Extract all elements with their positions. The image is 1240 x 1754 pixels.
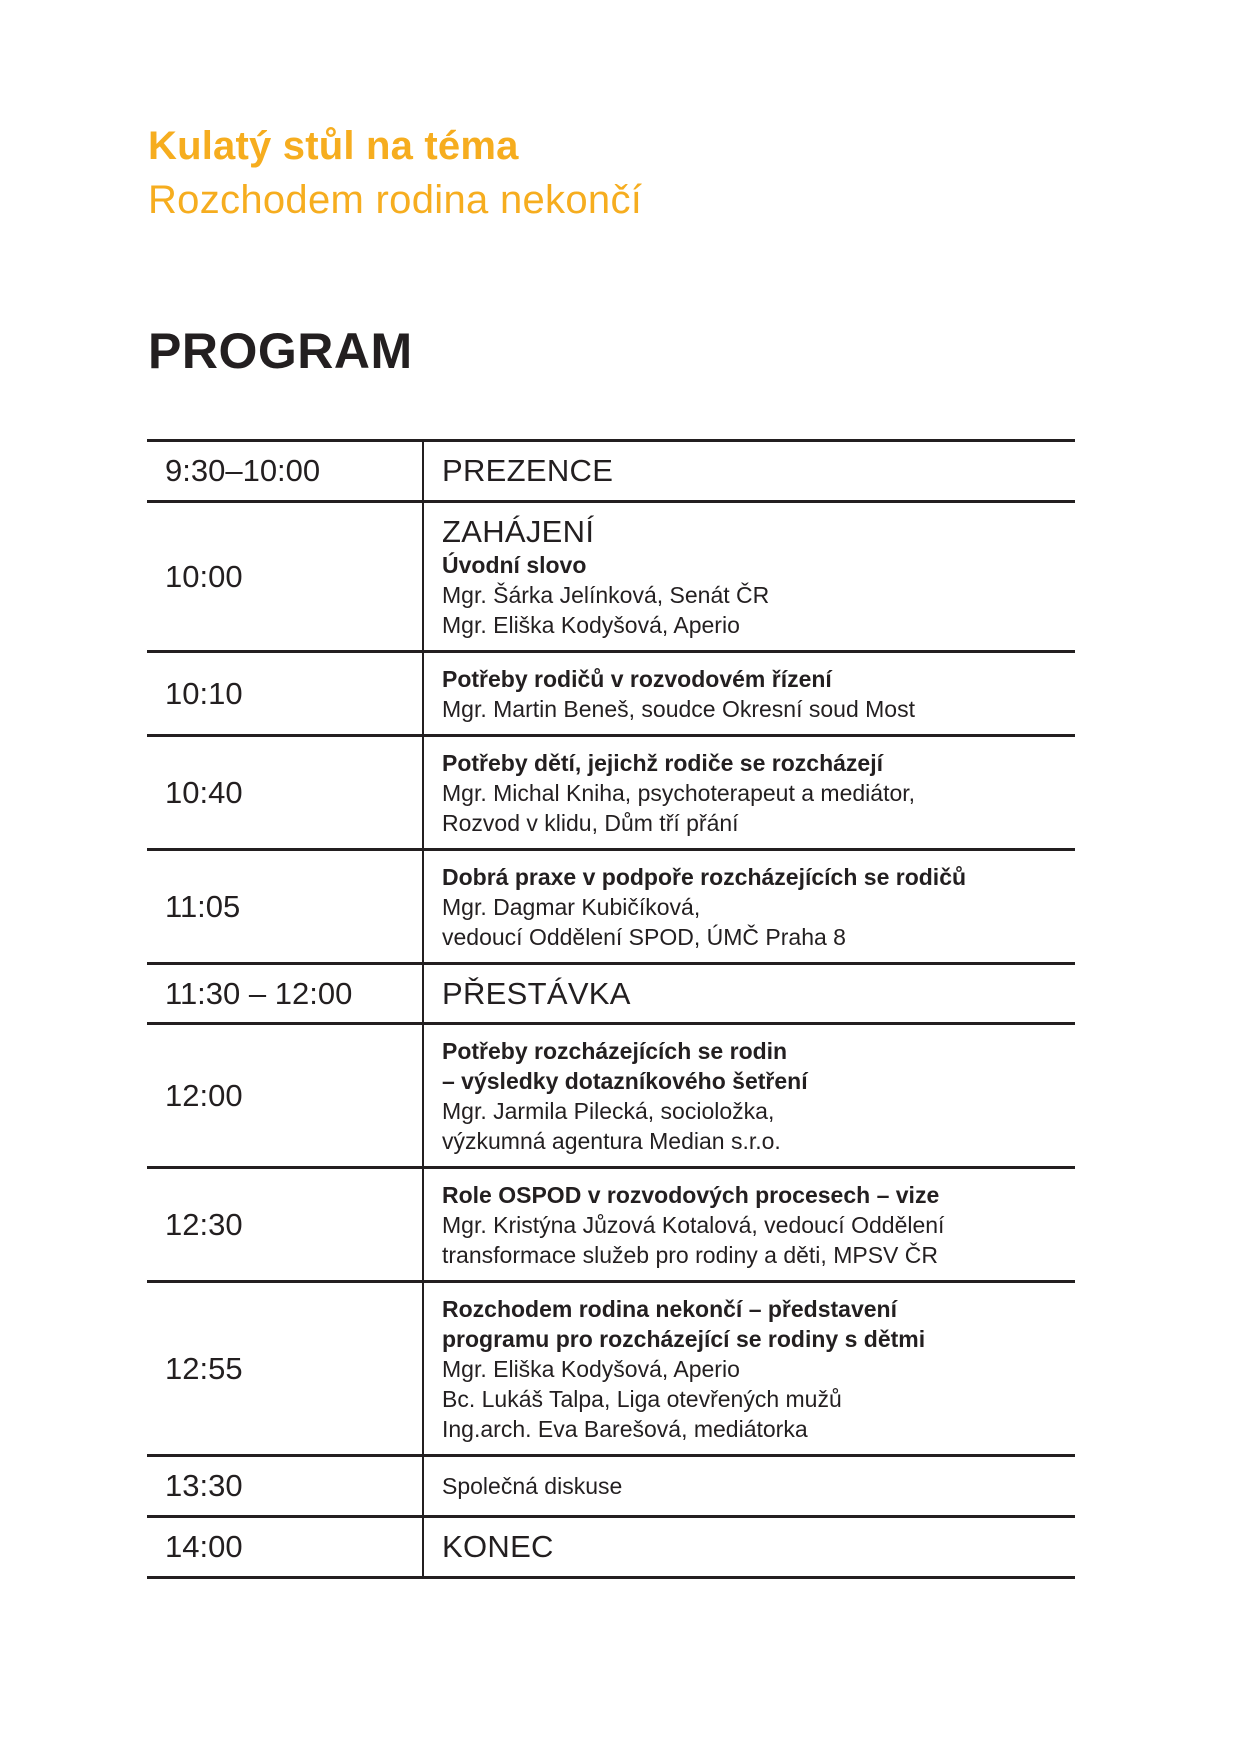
table-row (147, 965, 1075, 1025)
speaker: Rozvod v klidu, Dům tří přání (442, 809, 739, 836)
table-row (147, 442, 1075, 503)
row-content (424, 442, 1075, 500)
row-time: 11:30 – 12:00 (147, 965, 424, 1022)
event-title: Kulatý stůl na téma (148, 124, 519, 168)
table-row (147, 737, 1075, 851)
talk-title: Role OSPOD v rozvodových procesech – vize (442, 1181, 940, 1208)
speaker: Bc. Lukáš Talpa, Liga otevřených mužů (442, 1385, 842, 1412)
speaker: Mgr. Eliška Kodyšová, Aperio (442, 611, 740, 638)
row-content (424, 1025, 1075, 1166)
section-title: ZAHÁJENÍ (442, 513, 595, 549)
table-row (147, 653, 1075, 737)
speaker: Mgr. Šárka Jelínková, Senát ČR (442, 581, 770, 608)
row-content (424, 1283, 1075, 1454)
speaker: Mgr. Jarmila Pilecká, socioložka, (442, 1097, 775, 1124)
talk-title: Potřeby dětí, jejichž rodiče se rozcházejí (442, 749, 883, 776)
row-time: 14:00 (147, 1518, 424, 1576)
row-time: 13:30 (147, 1457, 424, 1515)
table-row (147, 1457, 1075, 1518)
talk-title: Potřeby rozcházejících se rodin (442, 1037, 788, 1064)
talk-title: programu pro rozcházející se rodiny s dětmi (442, 1325, 926, 1352)
row-content (424, 851, 1075, 962)
speaker: Mgr. Michal Kniha, psychoterapeut a mediátor, (442, 779, 916, 806)
talk-title: Potřeby rodičů v rozvodovém řízení (442, 665, 832, 692)
speaker: vedoucí Oddělení SPOD, ÚMČ Praha 8 (442, 923, 846, 950)
row-content (424, 1169, 1075, 1280)
speaker: Mgr. Eliška Kodyšová, Aperio (442, 1355, 740, 1382)
row-time: 10:00 (147, 503, 424, 650)
row-time: 10:40 (147, 737, 424, 848)
row-time: 12:00 (147, 1025, 424, 1166)
row-content (424, 1457, 1075, 1515)
row-time: 12:55 (147, 1283, 424, 1454)
event-subtitle: Rozchodem rodina nekončí (148, 178, 643, 222)
program-table (147, 439, 1075, 1579)
table-row (147, 1169, 1075, 1283)
row-time: 9:30–10:00 (147, 442, 424, 500)
talk-title: Úvodní slovo (442, 551, 587, 578)
row-time: 11:05 (147, 851, 424, 962)
speaker: Mgr. Martin Beneš, soudce Okresní soud Most (442, 695, 915, 722)
row-content (424, 737, 1075, 848)
talk-title: Dobrá praxe v podpoře rozcházejících se rodičů (442, 863, 967, 890)
table-row (147, 1283, 1075, 1457)
discussion-label: Společná diskuse (442, 1473, 623, 1499)
table-row (147, 1025, 1075, 1169)
section-title: PREZENCE (442, 453, 614, 488)
row-content (424, 503, 1075, 650)
talk-title: – výsledky dotazníkového šetření (442, 1067, 808, 1094)
speaker: Mgr. Dagmar Kubičíková, (442, 893, 701, 920)
table-row (147, 503, 1075, 653)
row-content (424, 1518, 1075, 1576)
row-time: 12:30 (147, 1169, 424, 1280)
table-row (147, 851, 1075, 965)
section-title: PŘESTÁVKA (442, 975, 631, 1011)
table-row (147, 1518, 1075, 1579)
speaker: Ing.arch. Eva Barešová, mediátorka (442, 1415, 808, 1442)
section-title: KONEC (442, 1529, 554, 1564)
speaker: transformace služeb pro rodiny a děti, MPSV ČR (442, 1241, 938, 1268)
speaker: výzkumná agentura Median s.r.o. (442, 1127, 781, 1154)
row-time: 10:10 (147, 653, 424, 734)
row-content (424, 653, 1075, 734)
program-heading: PROGRAM (148, 323, 413, 379)
talk-title: Rozchodem rodina nekončí – představení (442, 1295, 897, 1322)
row-content (424, 965, 1075, 1022)
speaker: Mgr. Kristýna Jůzová Kotalová, vedoucí Oddělení (442, 1211, 945, 1238)
